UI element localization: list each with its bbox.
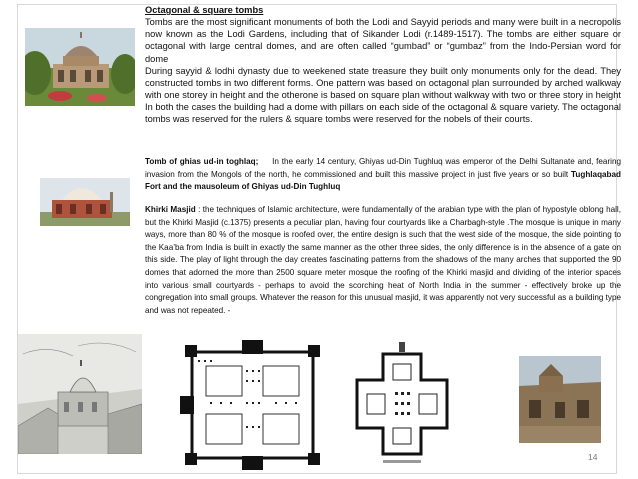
khirki-masjid-photo <box>519 356 601 443</box>
cross-plan-drawing <box>343 340 461 468</box>
dynasty-paragraph: During sayyid & lodhi dynasty due to weekened state treasure they built only monuments only for the dead. They constructed tombs in two different forms. One pattern was based on octagonal plan surrounded by arched walkway with one storey in height and the otherone is based on square plan without walkway with two or three story in height In both the cases the building had a dome with pillars on each side of the octagonal & square variety. The octagonal tombs was reserved for the rulers & square tombs were reserved for the nobels of their courts. <box>145 65 621 125</box>
ghias-tomb-heading: Tomb of ghias ud-in toghlaq; <box>145 157 259 166</box>
khirki-masjid-block <box>145 204 621 317</box>
khirki-masjid-heading: Khirki Masjid <box>145 205 196 214</box>
ghias-tomb-block <box>145 156 621 194</box>
octagonal-tomb-photo <box>25 28 135 106</box>
page-number: 14 <box>588 452 598 462</box>
ghias-tomb-body: In the early 14 century, Ghiyas ud-Din Tughluq was emperor of the Delhi Sultanate and, fearing invasion from the Mongols of the north, he commissioned and built this massive project in just five years or so built <box>145 157 621 179</box>
section-title: Octagonal & square tombs <box>145 5 264 15</box>
tombs-paragraph: Tombs are the most significant monuments of both the Lodi and Sayyid periods and many were built in a necropolis now known as the Lodi Gardens, including that of Sikander Lodi (r.1489-1517). The tombs are either square or octagonal with large central domes, and are often called “gumbad” or “gumbaz” from the Indo-Persian word for dome <box>145 17 621 64</box>
khirki-masjid-plan <box>180 340 325 470</box>
intro-text-block <box>145 4 621 126</box>
tughlaqabad-engraving <box>18 334 142 454</box>
ghias-tomb-body-bold: Tughlaqabad Fort and the mausoleum of Ghiyas ud-Din Tughluq <box>145 169 621 192</box>
square-tomb-photo <box>40 178 130 226</box>
khirki-masjid-body: : the techniques of Islamic architecture, were fundamentally of the arabian type with the plan of hypostyle oblong hall, but the Khirki Masjid (c.1375) presents a peculiar plan, having four courtyards like a Charbagh-style .The mosque is unique in many ways, more than 80 % of the mosque is roofed over, the entire design is such that the west side of the mosque, the side pointing to the Kaa’ba from India is built in exactly the same manner as the other three sides, the only difference is in the absence of a gate on this side. The play of light through the day creates fascinating patterns from the shadows of the many arches that supported the 90 domes that adorned the more than 2500 square meter mosque the roofing of the Khirki masjid and dividing of the interior spaces into various small courtyards - perhaps to avoid the scorching heat of North India in the summer - effectively broke up the congregation into small groups. Whatever the reason for this unusual masjid, it was apparently not very successful as a building type and was not repeated. - <box>145 205 622 315</box>
